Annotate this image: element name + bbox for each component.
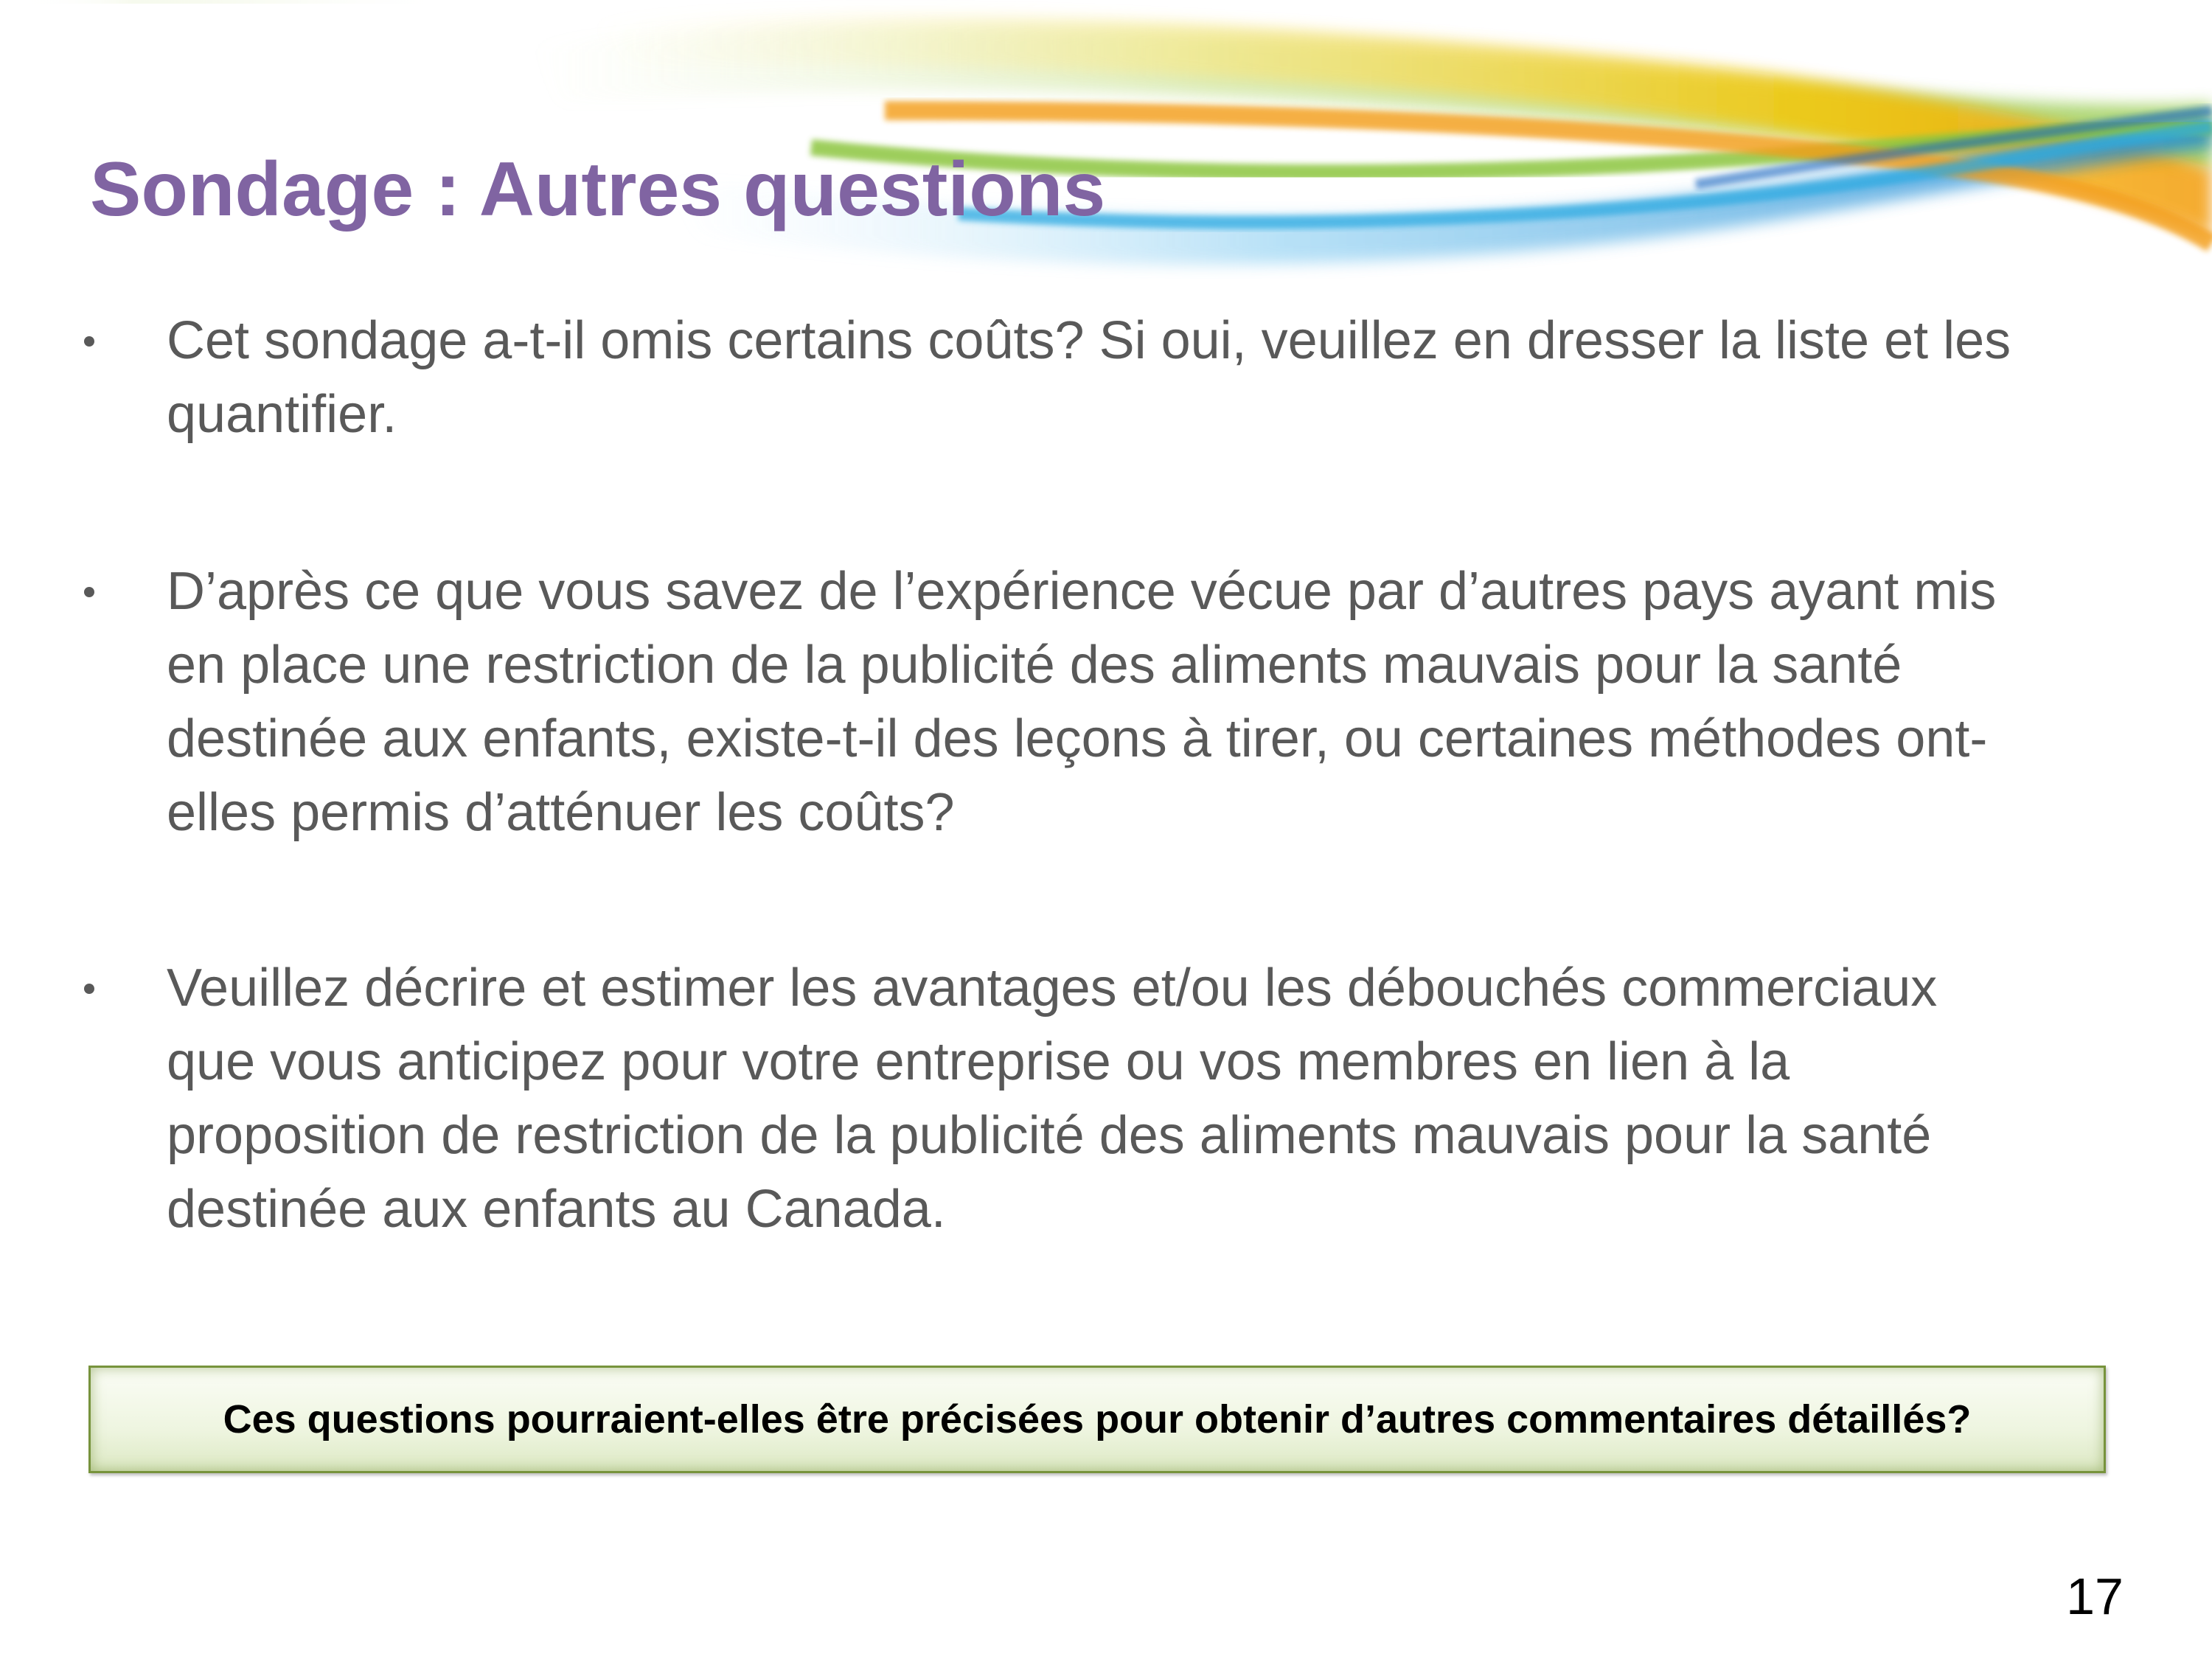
bullet-line: quantifier. bbox=[167, 385, 397, 444]
bullet-line: proposition de restriction de la publicité des aliments mauvais pour la santé bbox=[167, 1106, 1932, 1165]
callout-box bbox=[88, 1366, 2106, 1473]
bullet-line: Veuillez décrire et estimer les avantages et/ou les débouchés commerciaux bbox=[167, 959, 1938, 1018]
bullet-dot-icon bbox=[84, 587, 94, 597]
slide-title: Sondage : Autres questions bbox=[90, 147, 1106, 232]
callout-text: Ces questions pourraient-elles être précisées pour obtenir d’autres commentaires détaillés? bbox=[223, 1397, 1972, 1441]
bullet-line: destinée aux enfants au Canada. bbox=[167, 1180, 946, 1239]
bullet-line: destinée aux enfants, existe-t-il des leçons à tirer, ou certaines méthodes ont- bbox=[167, 709, 1988, 768]
bullet-line: que vous anticipez pour votre entreprise ou vos membres en lien à la bbox=[167, 1032, 1790, 1091]
bullet-text bbox=[167, 951, 2128, 1246]
bullet-text bbox=[167, 304, 2128, 451]
bullet-dot-icon bbox=[84, 336, 94, 347]
page-number: 17 bbox=[2066, 1568, 2124, 1625]
bullet-text bbox=[167, 554, 2128, 849]
bullet-line: Cet sondage a-t-il omis certains coûts? Si oui, veuillez en dresser la liste et les bbox=[167, 311, 2011, 370]
bullet-line: elles permis d’atténuer les coûts? bbox=[167, 783, 955, 842]
bullet-dot-icon bbox=[84, 984, 94, 994]
bullet-line: D’après ce que vous savez de l’expérience vécue par d’autres pays ayant mis bbox=[167, 562, 1997, 621]
bullet-line: en place une restriction de la publicité des aliments mauvais pour la santé bbox=[167, 636, 1902, 695]
